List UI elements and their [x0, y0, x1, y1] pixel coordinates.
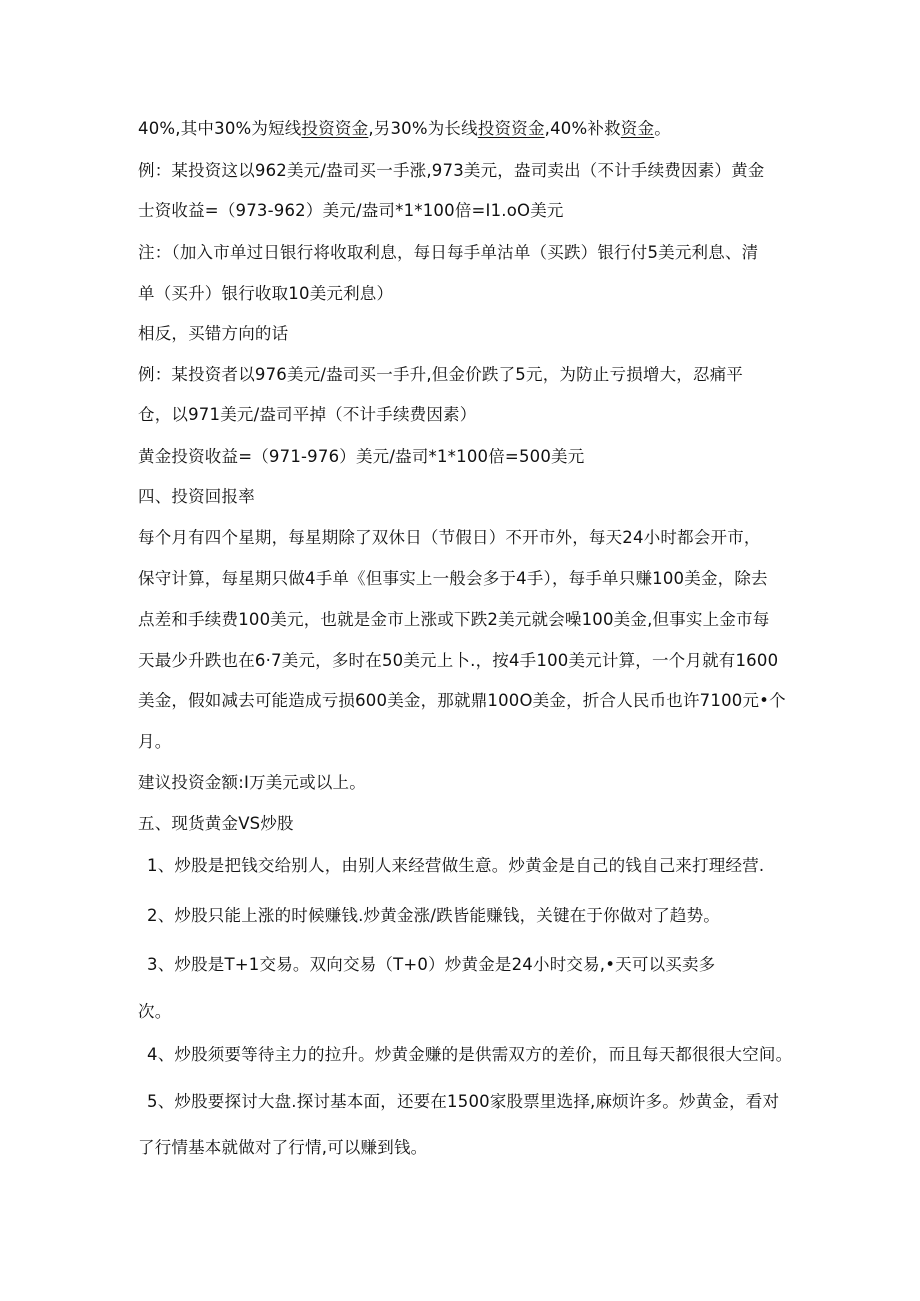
paragraph-line: 月。 [138, 732, 172, 751]
text-run: 。 [654, 119, 671, 138]
list-item: 4、炒股须要等待主力的拉升。炒黄金赚的是供需双方的差价，而且每天都很很大空间。 [147, 1045, 793, 1064]
underlined-term: 资金 [620, 119, 655, 138]
paragraph-line [138, 118, 798, 140]
paragraph-line: 黄金投资收益=（971-976）美元/盎司*1*100倍=500美元 [138, 447, 585, 466]
paragraph-line: 注：（加入市单过日银行将收取利息，每日每手单沽单（买跌）银行付5美元利息、清 [138, 243, 759, 262]
list-item: 5、炒股要探讨大盘.探讨基本面，还要在1500家股票里选择,麻烦许多。炒黄金，看对 [147, 1092, 780, 1111]
paragraph-line: 次。 [138, 1002, 172, 1021]
paragraph-line: 仓，以971美元/盎司平掉（不计手续费因素） [138, 405, 477, 424]
list-item: 2、炒股只能上涨的时候赚钱.炒黄金涨/跌皆能赚钱，关键在于你做对了趋势。 [147, 906, 721, 925]
paragraph-line: 每个月有四个星期，每星期除了双休日（节假日）不开市外，每天24小时都会开市， [138, 528, 761, 547]
text-run: ,40%补救 [544, 119, 621, 138]
paragraph-line: 例：某投资这以962美元/盎司买一手涨,973美元，盎司卖出（不计手续费因素）黄金 [138, 161, 765, 180]
paragraph-line: 保守计算，每星期只做4手单《但事实上一般会多于4手），每手单只赚100美金，除去 [138, 569, 768, 588]
paragraph-line: 单（买升）银行收取10美元利息） [138, 284, 394, 303]
underlined-term: 投资资金 [301, 119, 369, 138]
section-heading: 四、投资回报率 [138, 487, 255, 506]
paragraph-line: 相反，买错方向的话 [138, 324, 289, 343]
list-item: 1、炒股是把钱交给别人，由别人来经营做生意。炒黄金是自己的钱自己来打理经营. [147, 856, 765, 875]
paragraph-line: 了行情基本就做对了行情,可以赚到钱。 [138, 1138, 428, 1157]
text-run: ,另30%为长线 [368, 119, 478, 138]
paragraph-line: 士资收益=（973-962）美元/盎司*1*100倍=I1.oO美元 [138, 201, 564, 220]
section-heading: 五、现货黄金VS炒股 [138, 814, 294, 833]
text-run: 40%,其中30%为短线 [138, 119, 302, 138]
paragraph-line: 天最少升跌也在6·7美元，多时在50美元上卜.，按4手100美元计算，一个月就有1600 [138, 651, 779, 670]
paragraph-line: 点差和手续费100美元，也就是金市上涨或下跌2美元就会噪100美金,但事实上金市每 [138, 610, 770, 629]
underlined-term: 投资资金 [477, 119, 545, 138]
paragraph-line: 例：某投资者以976美元/盎司买一手升,但金价跌了5元，为防止亏损增大，忍痛平 [138, 365, 744, 384]
list-item: 3、炒股是T+1交易。双向交易（T+0）炒黄金是24小时交易,•天可以买卖多 [147, 955, 716, 974]
paragraph-line: 建议投资金额:I万美元或以上。 [138, 773, 366, 792]
paragraph-line: 美金，假如减去可能造成亏损600美金，那就鼎100O美金，折合人民币也许7100元•个 [138, 691, 786, 710]
